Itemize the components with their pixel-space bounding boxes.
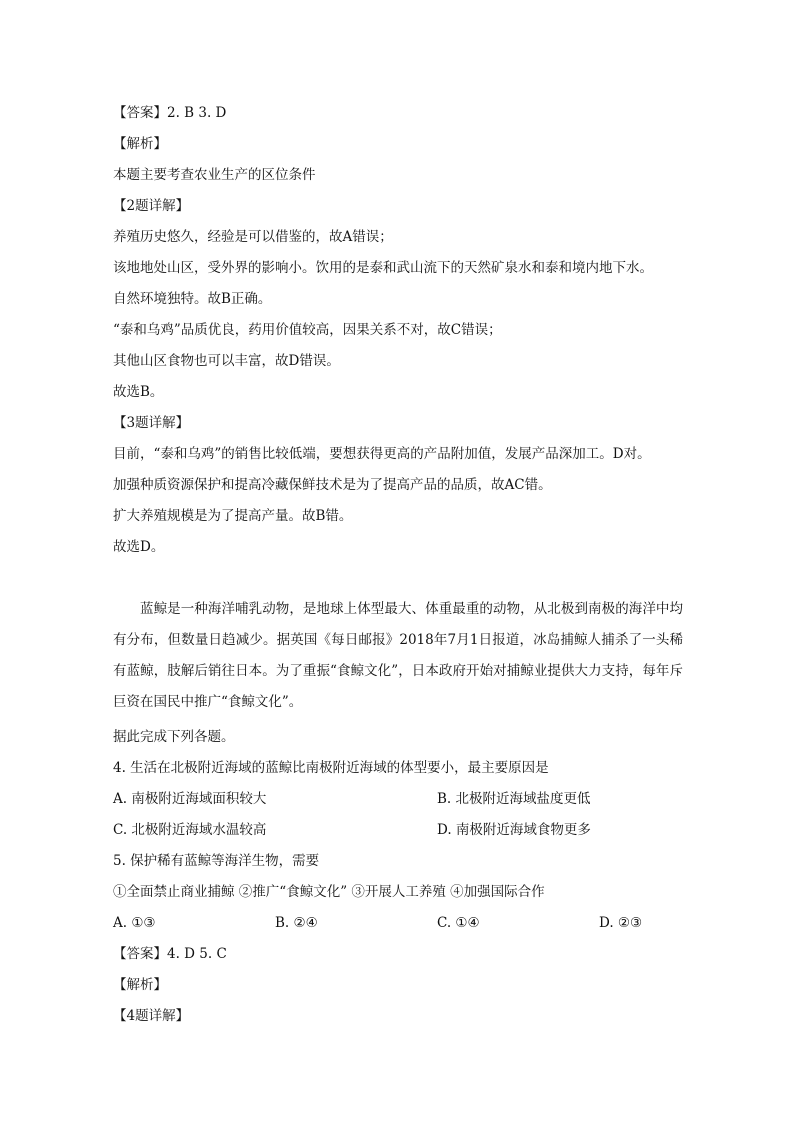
q2-explanation-line: 养殖历史悠久，经验是可以借鉴的，故A错误； [113, 229, 393, 245]
q3-explanation-line: 目前，“泰和乌鸡”的销售比较低端，要想获得更高的产品附加值，发展产品深加工。D对。 [113, 446, 651, 462]
q4-option-b: B. 北极附近海域盐度更低 [437, 791, 591, 807]
q2-conclusion: 故选B。 [113, 384, 164, 400]
blue-whale-passage: 蓝鲸是一种海洋哺乳动物，是地球上体型最大、体重最重的动物，从北极到南极的海洋中均有分布，但数量日趋减少。据英国《每日邮报》2018年7月1日报道，冰岛捕鲸人捕杀了一头稀有蓝鲸，肢解后销往日本。为了重振“食鲸文化”，日本政府开始对捕鲸业提供大力支持，每年斥巨资在国民中推广“食鲸文化”。 [113, 601, 683, 710]
q4-option-a: A. 南极附近海域面积较大 [113, 791, 267, 807]
analysis-label: 【解析】 [113, 136, 167, 152]
q2-explanation-line: 其他山区食物也可以丰富，故D错误。 [113, 353, 340, 369]
question-5-stem: 5. 保护稀有蓝鲸等海洋生物，需要 [113, 853, 320, 869]
q2-explanation-line: 自然环境独特。故B正确。 [113, 291, 272, 307]
q5-option-d: D. ②③ [599, 915, 643, 931]
q4-option-d: D. 南极附近海域食物更多 [437, 822, 591, 838]
q2-explanation-line: “泰和乌鸡”品质优良，药用价值较高，因果关系不对，故C错误； [113, 322, 502, 338]
q3-explanation-line: 扩大养殖规模是为了提高产量。故B错。 [113, 508, 353, 524]
q5-option-c: C. ①④ [437, 915, 480, 931]
question-4-stem: 4. 生活在北极附近海域的蓝鲸比南极附近海域的体型要小，最主要原因是 [113, 760, 549, 776]
q4-option-c: C. 北极附近海域水温较高 [113, 822, 267, 838]
analysis-label-2: 【解析】 [113, 977, 167, 993]
question-3-header: 【3题详解】 [113, 415, 190, 431]
q5-items: ①全面禁止商业捕鲸 ②推广“食鲸文化” ③开展人工养殖 ④加强国际合作 [113, 884, 545, 900]
instruction-line: 据此完成下列各题。 [113, 729, 235, 745]
question-4-header: 【4题详解】 [113, 1008, 190, 1024]
q2-explanation-line: 该地地处山区，受外界的影响小。饮用的是泰和武山流下的天然矿泉水和泰和境内地下水。 [113, 260, 653, 276]
answer-line-4-5: 【答案】4. D 5. C [113, 946, 227, 962]
q5-option-a: A. ①③ [113, 915, 156, 931]
answer-line-2-3: 【答案】2. B 3. D [113, 105, 227, 121]
q3-conclusion: 故选D。 [113, 539, 165, 555]
q5-option-b: B. ②④ [275, 915, 318, 931]
analysis-intro: 本题主要考查农业生产的区位条件 [113, 167, 316, 183]
q3-explanation-line: 加强种质资源保护和提高冷藏保鲜技术是为了提高产品的品质，故AC错。 [113, 477, 552, 493]
question-2-header: 【2题详解】 [113, 198, 190, 214]
